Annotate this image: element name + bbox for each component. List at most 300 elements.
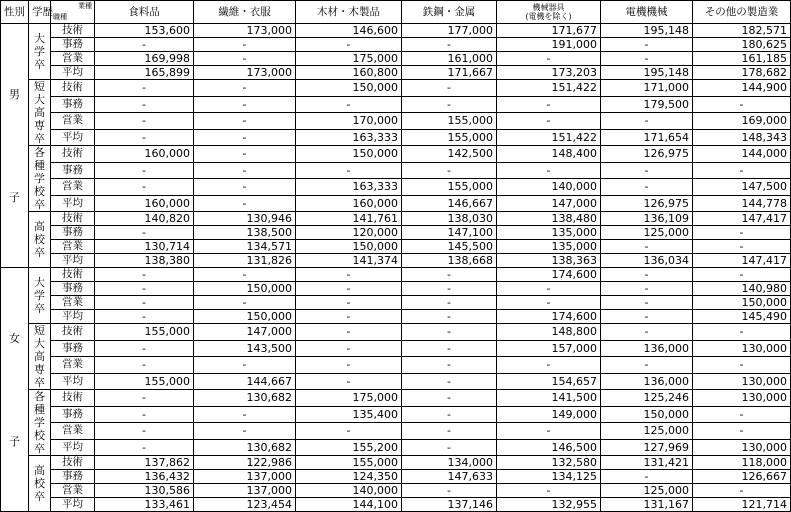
salary-cell: - bbox=[402, 38, 497, 52]
salary-cell: - bbox=[497, 96, 601, 113]
salary-cell: 141,500 bbox=[497, 390, 601, 407]
table-row bbox=[1, 357, 791, 374]
job-type-cell: 営業 bbox=[51, 357, 95, 374]
salary-cell: - bbox=[296, 296, 402, 310]
salary-cell: 125,246 bbox=[601, 390, 693, 407]
salary-cell: - bbox=[194, 357, 296, 374]
table-row bbox=[1, 484, 791, 498]
salary-cell: 137,000 bbox=[194, 470, 296, 484]
salary-cell: 141,374 bbox=[296, 254, 402, 268]
salary-cell: 160,000 bbox=[95, 146, 194, 163]
education-cell bbox=[29, 324, 51, 390]
salary-cell: 132,580 bbox=[497, 456, 601, 470]
salary-cell: 148,800 bbox=[497, 324, 601, 341]
sex-char: 女 bbox=[9, 331, 20, 345]
salary-cell: 169,000 bbox=[693, 113, 791, 130]
salary-cell: - bbox=[601, 296, 693, 310]
table-row bbox=[1, 113, 791, 130]
salary-cell: - bbox=[601, 470, 693, 484]
salary-cell: 140,000 bbox=[296, 484, 402, 498]
header-education: 学歴 bbox=[29, 1, 51, 24]
salary-cell: 173,000 bbox=[194, 24, 296, 38]
salary-cell: 144,900 bbox=[693, 80, 791, 97]
education-char: 高 bbox=[34, 106, 45, 119]
salary-cell: 130,586 bbox=[95, 484, 194, 498]
table-row bbox=[1, 423, 791, 440]
salary-cell: 120,000 bbox=[296, 226, 402, 240]
salary-cell: - bbox=[693, 324, 791, 341]
header-industry-food: 食料品 bbox=[95, 1, 194, 24]
header-industry-electric: 電機機械 bbox=[601, 1, 693, 24]
salary-cell: 134,571 bbox=[194, 240, 296, 254]
table-row bbox=[1, 96, 791, 113]
table-row bbox=[1, 254, 791, 268]
salary-cell: 140,820 bbox=[95, 212, 194, 226]
header-row bbox=[1, 1, 791, 24]
table-row bbox=[1, 195, 791, 212]
salary-cell: 147,500 bbox=[693, 179, 791, 196]
salary-cell: 170,000 bbox=[296, 113, 402, 130]
salary-cell: - bbox=[95, 423, 194, 440]
salary-cell: 155,000 bbox=[296, 456, 402, 470]
salary-cell: - bbox=[95, 162, 194, 179]
salary-cell: - bbox=[601, 240, 693, 254]
salary-cell: - bbox=[194, 129, 296, 146]
salary-cell: - bbox=[296, 310, 402, 324]
education-char: 校 bbox=[34, 477, 45, 490]
table-row bbox=[1, 146, 791, 163]
salary-cell: - bbox=[497, 113, 601, 130]
salary-cell: - bbox=[402, 340, 497, 357]
salary-cell: - bbox=[497, 282, 601, 296]
salary-cell: 147,000 bbox=[194, 324, 296, 341]
education-cell bbox=[29, 268, 51, 324]
salary-cell: 126,667 bbox=[693, 470, 791, 484]
job-type-cell: 事務 bbox=[51, 406, 95, 423]
salary-cell: 179,500 bbox=[601, 96, 693, 113]
salary-cell: - bbox=[296, 423, 402, 440]
education-char: 各 bbox=[34, 390, 45, 403]
salary-cell: 146,500 bbox=[497, 439, 601, 456]
salary-cell: 182,571 bbox=[693, 24, 791, 38]
salary-cell: 134,000 bbox=[402, 456, 497, 470]
salary-cell: 151,422 bbox=[497, 129, 601, 146]
salary-cell: 141,761 bbox=[296, 212, 402, 226]
salary-cell: 136,432 bbox=[95, 470, 194, 484]
header-sex: 性別 bbox=[1, 1, 29, 24]
salary-cell: - bbox=[601, 357, 693, 374]
education-char: 卒 bbox=[34, 376, 45, 389]
salary-cell: 143,500 bbox=[194, 340, 296, 357]
salary-cell: - bbox=[693, 406, 791, 423]
table-row bbox=[1, 456, 791, 470]
salary-cell: - bbox=[296, 162, 402, 179]
salary-cell: - bbox=[693, 96, 791, 113]
salary-cell: 138,480 bbox=[497, 212, 601, 226]
salary-cell: - bbox=[693, 268, 791, 282]
education-char: 卒 bbox=[34, 58, 45, 71]
salary-cell: - bbox=[194, 80, 296, 97]
salary-cell: - bbox=[194, 423, 296, 440]
salary-cell: 138,030 bbox=[402, 212, 497, 226]
salary-cell: 133,461 bbox=[95, 498, 194, 512]
salary-cell: 130,000 bbox=[693, 439, 791, 456]
salary-cell: 146,667 bbox=[402, 195, 497, 212]
salary-cell: - bbox=[402, 80, 497, 97]
salary-cell: 131,421 bbox=[601, 456, 693, 470]
education-char: 種 bbox=[34, 159, 45, 172]
salary-cell: 144,000 bbox=[693, 146, 791, 163]
salary-cell: 160,000 bbox=[296, 195, 402, 212]
salary-cell: - bbox=[601, 324, 693, 341]
salary-cell: 161,000 bbox=[402, 52, 497, 66]
salary-cell: - bbox=[194, 96, 296, 113]
job-type-cell: 技術 bbox=[51, 146, 95, 163]
education-char: 校 bbox=[34, 429, 45, 442]
table-body bbox=[1, 24, 791, 512]
table-row bbox=[1, 162, 791, 179]
salary-cell: 175,000 bbox=[296, 390, 402, 407]
salary-cell: - bbox=[95, 296, 194, 310]
salary-cell: 148,343 bbox=[693, 129, 791, 146]
salary-cell: 144,667 bbox=[194, 373, 296, 390]
sex-char: 子 bbox=[9, 434, 20, 448]
salary-cell: 174,600 bbox=[497, 310, 601, 324]
education-char: 卒 bbox=[34, 302, 45, 315]
salary-cell: - bbox=[601, 282, 693, 296]
salary-cell: 130,714 bbox=[95, 240, 194, 254]
salary-cell: - bbox=[402, 296, 497, 310]
salary-cell: - bbox=[402, 484, 497, 498]
job-type-cell: 事務 bbox=[51, 282, 95, 296]
table-row bbox=[1, 52, 791, 66]
salary-cell: - bbox=[296, 282, 402, 296]
education-char: 学 bbox=[34, 172, 45, 185]
education-cell bbox=[29, 456, 51, 512]
salary-cell: 169,998 bbox=[95, 52, 194, 66]
salary-cell: 155,000 bbox=[402, 113, 497, 130]
salary-cell: 136,109 bbox=[601, 212, 693, 226]
table-row bbox=[1, 390, 791, 407]
salary-cell: - bbox=[194, 38, 296, 52]
salary-cell: 180,625 bbox=[693, 38, 791, 52]
salary-cell: 155,200 bbox=[296, 439, 402, 456]
salary-cell: - bbox=[497, 423, 601, 440]
education-char: 専 bbox=[34, 363, 45, 376]
salary-cell: 135,400 bbox=[296, 406, 402, 423]
table-row bbox=[1, 80, 791, 97]
salary-cell: 137,000 bbox=[194, 484, 296, 498]
salary-cell: 150,000 bbox=[296, 240, 402, 254]
salary-cell: - bbox=[95, 390, 194, 407]
salary-cell: - bbox=[693, 240, 791, 254]
table-row bbox=[1, 296, 791, 310]
sex-char: 男 bbox=[9, 87, 20, 101]
salary-cell: - bbox=[402, 310, 497, 324]
salary-cell: 151,422 bbox=[497, 80, 601, 97]
salary-cell: - bbox=[601, 179, 693, 196]
salary-cell: - bbox=[95, 357, 194, 374]
salary-cell: 140,000 bbox=[497, 179, 601, 196]
header-corner bbox=[51, 1, 95, 24]
salary-cell: 146,600 bbox=[296, 24, 402, 38]
salary-cell: 140,980 bbox=[693, 282, 791, 296]
header-industry-machinery-line1: 機械器具 bbox=[532, 3, 565, 12]
salary-cell: 171,677 bbox=[497, 24, 601, 38]
salary-cell: 148,400 bbox=[497, 146, 601, 163]
sex-char: 子 bbox=[9, 190, 20, 204]
sex-cell bbox=[1, 268, 29, 512]
header-industry-wood: 木材・木製品 bbox=[296, 1, 402, 24]
salary-cell: - bbox=[402, 357, 497, 374]
salary-cell: 132,955 bbox=[497, 498, 601, 512]
salary-cell: 145,500 bbox=[402, 240, 497, 254]
salary-cell: - bbox=[95, 310, 194, 324]
salary-cell: 160,000 bbox=[95, 195, 194, 212]
education-char: 高 bbox=[34, 464, 45, 477]
job-type-cell: 事務 bbox=[51, 226, 95, 240]
salary-cell: 173,203 bbox=[497, 66, 601, 80]
job-type-cell: 技術 bbox=[51, 324, 95, 341]
salary-cell: - bbox=[497, 52, 601, 66]
education-char: 専 bbox=[34, 119, 45, 132]
education-char: 卒 bbox=[34, 246, 45, 259]
salary-cell: 135,000 bbox=[497, 226, 601, 240]
salary-cell: - bbox=[194, 406, 296, 423]
salary-cell: - bbox=[95, 439, 194, 456]
salary-cell: 121,714 bbox=[693, 498, 791, 512]
salary-cell: - bbox=[296, 340, 402, 357]
salary-cell: 131,167 bbox=[601, 498, 693, 512]
salary-cell: 130,000 bbox=[693, 390, 791, 407]
job-type-cell: 事務 bbox=[51, 470, 95, 484]
education-char: 高 bbox=[34, 220, 45, 233]
salary-cell: 123,454 bbox=[194, 498, 296, 512]
salary-cell: 150,000 bbox=[296, 146, 402, 163]
education-char: 校 bbox=[34, 233, 45, 246]
salary-cell: - bbox=[95, 179, 194, 196]
salary-cell: 136,000 bbox=[601, 373, 693, 390]
salary-cell: 136,034 bbox=[601, 254, 693, 268]
education-char: 学 bbox=[34, 289, 45, 302]
salary-cell: 138,380 bbox=[95, 254, 194, 268]
salary-cell: 147,100 bbox=[402, 226, 497, 240]
salary-cell: 163,333 bbox=[296, 179, 402, 196]
education-char: 卒 bbox=[34, 442, 45, 455]
table-row bbox=[1, 282, 791, 296]
job-type-cell: 平均 bbox=[51, 498, 95, 512]
salary-cell: - bbox=[95, 129, 194, 146]
salary-cell: - bbox=[95, 406, 194, 423]
job-type-cell: 営業 bbox=[51, 179, 95, 196]
education-char: 学 bbox=[34, 416, 45, 429]
salary-cell: 150,000 bbox=[296, 80, 402, 97]
salary-cell: - bbox=[194, 146, 296, 163]
salary-cell: - bbox=[194, 162, 296, 179]
salary-cell: - bbox=[601, 162, 693, 179]
table-row bbox=[1, 373, 791, 390]
salary-cell: 138,363 bbox=[497, 254, 601, 268]
education-char: 大 bbox=[34, 276, 45, 289]
salary-cell: 138,500 bbox=[194, 226, 296, 240]
job-type-cell: 事務 bbox=[51, 340, 95, 357]
table-row bbox=[1, 129, 791, 146]
salary-cell: - bbox=[95, 226, 194, 240]
salary-cell: - bbox=[693, 162, 791, 179]
salary-cell: 136,000 bbox=[601, 340, 693, 357]
education-cell bbox=[29, 146, 51, 212]
salary-cell: - bbox=[497, 484, 601, 498]
salary-cell: 173,000 bbox=[194, 66, 296, 80]
salary-cell: - bbox=[402, 282, 497, 296]
salary-cell: 125,000 bbox=[601, 423, 693, 440]
job-type-cell: 平均 bbox=[51, 195, 95, 212]
table-row bbox=[1, 268, 791, 282]
education-char: 短 bbox=[34, 324, 45, 337]
table-row bbox=[1, 179, 791, 196]
job-type-cell: 平均 bbox=[51, 310, 95, 324]
salary-cell: 177,000 bbox=[402, 24, 497, 38]
education-char: 各 bbox=[34, 146, 45, 159]
table-row bbox=[1, 324, 791, 341]
education-cell bbox=[29, 212, 51, 268]
salary-cell: 154,657 bbox=[497, 373, 601, 390]
table-row bbox=[1, 240, 791, 254]
corner-job-label: 職種 bbox=[53, 13, 67, 21]
salary-cell: - bbox=[194, 52, 296, 66]
salary-cell: 153,600 bbox=[95, 24, 194, 38]
salary-cell: - bbox=[194, 296, 296, 310]
education-char: 学 bbox=[34, 45, 45, 58]
job-type-cell: 営業 bbox=[51, 484, 95, 498]
salary-cell: - bbox=[296, 96, 402, 113]
salary-cell: 171,000 bbox=[601, 80, 693, 97]
salary-cell: - bbox=[194, 179, 296, 196]
salary-cell: - bbox=[601, 268, 693, 282]
salary-cell: 150,000 bbox=[601, 406, 693, 423]
salary-cell: 122,986 bbox=[194, 456, 296, 470]
salary-cell: 163,333 bbox=[296, 129, 402, 146]
salary-cell: 130,682 bbox=[194, 390, 296, 407]
table-row bbox=[1, 310, 791, 324]
salary-cell: - bbox=[194, 195, 296, 212]
salary-cell: - bbox=[95, 268, 194, 282]
education-char: 大 bbox=[34, 93, 45, 106]
job-type-cell: 平均 bbox=[51, 254, 95, 268]
salary-cell: 165,899 bbox=[95, 66, 194, 80]
job-type-cell: 営業 bbox=[51, 240, 95, 254]
salary-cell: - bbox=[402, 439, 497, 456]
job-type-cell: 技術 bbox=[51, 268, 95, 282]
salary-cell: 155,000 bbox=[402, 129, 497, 146]
salary-cell: - bbox=[402, 268, 497, 282]
salary-cell: - bbox=[296, 373, 402, 390]
salary-cell: - bbox=[402, 373, 497, 390]
education-char: 大 bbox=[34, 337, 45, 350]
salary-cell: - bbox=[497, 357, 601, 374]
job-type-cell: 平均 bbox=[51, 66, 95, 80]
header-industry-machinery bbox=[497, 1, 601, 24]
salary-cell: 157,000 bbox=[497, 340, 601, 357]
salary-cell: - bbox=[402, 406, 497, 423]
salary-cell: - bbox=[95, 282, 194, 296]
salary-cell: 150,000 bbox=[194, 310, 296, 324]
salary-cell: 130,946 bbox=[194, 212, 296, 226]
salary-cell: - bbox=[693, 484, 791, 498]
job-type-cell: 技術 bbox=[51, 390, 95, 407]
salary-cell: 147,000 bbox=[497, 195, 601, 212]
salary-cell: - bbox=[497, 296, 601, 310]
table-row bbox=[1, 212, 791, 226]
salary-cell: 150,000 bbox=[693, 296, 791, 310]
salary-cell: 171,654 bbox=[601, 129, 693, 146]
salary-cell: - bbox=[95, 340, 194, 357]
education-char: 卒 bbox=[34, 198, 45, 211]
table-row bbox=[1, 439, 791, 456]
salary-cell: - bbox=[296, 38, 402, 52]
job-type-cell: 事務 bbox=[51, 162, 95, 179]
table-row bbox=[1, 340, 791, 357]
job-type-cell: 平均 bbox=[51, 129, 95, 146]
salary-cell: 130,000 bbox=[693, 373, 791, 390]
sex-cell bbox=[1, 24, 29, 268]
table-row bbox=[1, 38, 791, 52]
table-row bbox=[1, 470, 791, 484]
salary-cell: 155,000 bbox=[95, 324, 194, 341]
salary-cell: 195,148 bbox=[601, 66, 693, 80]
job-type-cell: 営業 bbox=[51, 52, 95, 66]
salary-cell: - bbox=[95, 38, 194, 52]
salary-cell: 125,000 bbox=[601, 226, 693, 240]
salary-cell: 171,667 bbox=[402, 66, 497, 80]
salary-cell: 137,862 bbox=[95, 456, 194, 470]
salary-cell: 149,000 bbox=[497, 406, 601, 423]
education-char: 校 bbox=[34, 185, 45, 198]
salary-cell: 160,800 bbox=[296, 66, 402, 80]
salary-cell: - bbox=[296, 324, 402, 341]
salary-cell: 118,000 bbox=[693, 456, 791, 470]
job-type-cell: 技術 bbox=[51, 456, 95, 470]
salary-cell: - bbox=[95, 113, 194, 130]
salary-cell: 175,000 bbox=[296, 52, 402, 66]
education-char: 卒 bbox=[34, 132, 45, 145]
salary-cell: 131,826 bbox=[194, 254, 296, 268]
header-industry-machinery-line2: (電機を除く) bbox=[525, 12, 572, 21]
table-row bbox=[1, 66, 791, 80]
salary-cell: - bbox=[402, 423, 497, 440]
salary-cell: - bbox=[296, 357, 402, 374]
education-cell bbox=[29, 24, 51, 80]
job-type-cell: 営業 bbox=[51, 296, 95, 310]
header-industry-other: その他の製造業 bbox=[693, 1, 791, 24]
salary-cell: - bbox=[194, 113, 296, 130]
job-type-cell: 技術 bbox=[51, 212, 95, 226]
salary-cell: 147,633 bbox=[402, 470, 497, 484]
salary-cell: 135,000 bbox=[497, 240, 601, 254]
salary-cell: - bbox=[601, 113, 693, 130]
salary-cell: - bbox=[402, 96, 497, 113]
table-row bbox=[1, 24, 791, 38]
table-row bbox=[1, 226, 791, 240]
salary-cell: - bbox=[601, 310, 693, 324]
header-industry-textile: 繊維・衣服 bbox=[194, 1, 296, 24]
salary-cell: 174,600 bbox=[497, 268, 601, 282]
salary-cell: - bbox=[693, 357, 791, 374]
education-char: 大 bbox=[34, 32, 45, 45]
salary-cell: - bbox=[296, 268, 402, 282]
table-row bbox=[1, 406, 791, 423]
salary-cell: - bbox=[601, 38, 693, 52]
